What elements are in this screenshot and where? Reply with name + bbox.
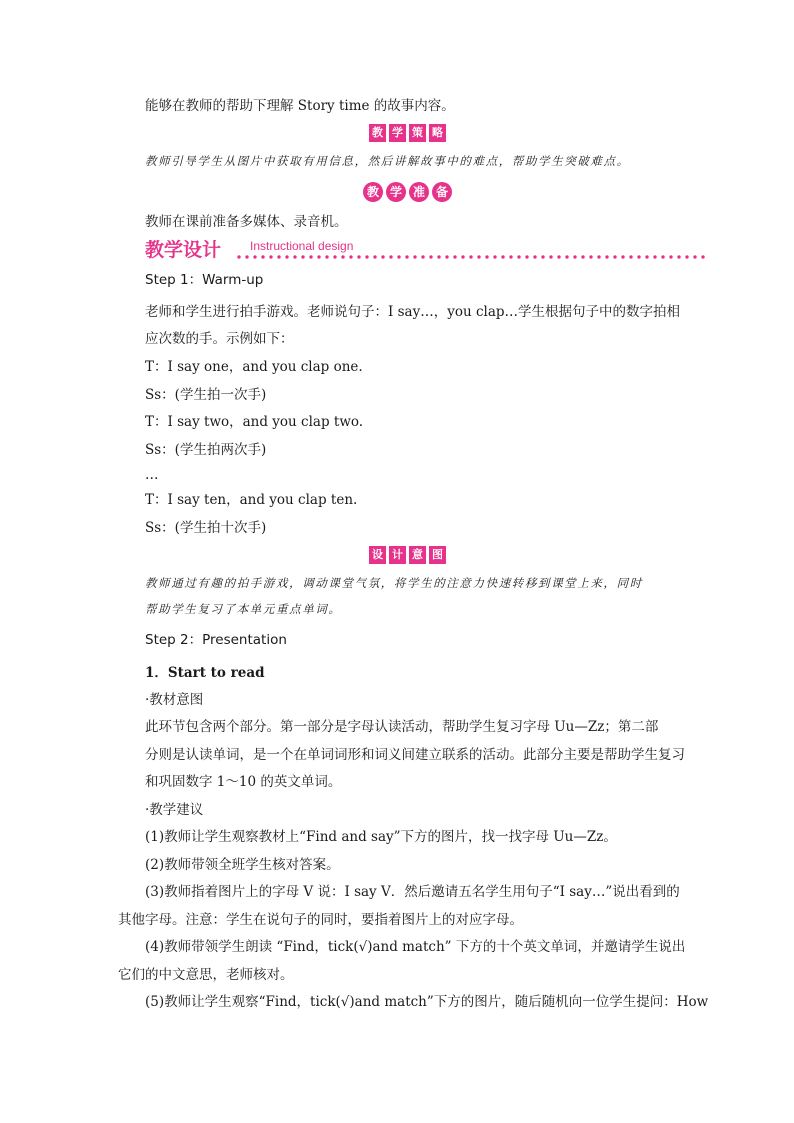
paragraph-line: (1)教师让学生观察教材上“Find and say”下方的图片，找一找字母 Uu—Zz。 xyxy=(145,829,617,845)
badge-char: 计 xyxy=(389,546,406,564)
dialogue-line: Ss：(学生拍一次手) xyxy=(145,387,267,403)
paragraph-line: 此环节包含两个部分。第一部分是字母认读活动，帮助学生复习字母 Uu—Zz；第二部 xyxy=(145,719,659,735)
subsection-title: 1．Start to read xyxy=(145,665,265,681)
paragraph-line: 应次数的手。示例如下： xyxy=(145,331,294,347)
step-title: Step 2：Presentation xyxy=(145,632,287,648)
badge-char: 略 xyxy=(429,124,446,142)
paragraph-line: (4)教师带领学生朗读 “Find，tick(√)and match” 下方的十个英文单词，并邀请学生说出 xyxy=(145,939,686,955)
label-line: ·教学建议 xyxy=(145,802,204,818)
badge-char: 准 xyxy=(409,182,429,202)
paragraph-line: 它们的中文意思，老师核对。 xyxy=(118,967,294,983)
intent-badge xyxy=(369,546,446,564)
badge-char: 教 xyxy=(369,124,386,142)
badge-char: 备 xyxy=(432,182,452,202)
badge-char: 图 xyxy=(429,546,446,564)
dialogue-line: … xyxy=(145,467,159,483)
paragraph-line: 能够在教师的帮助下理解 Story time 的故事内容。 xyxy=(145,98,455,114)
intent-note: 教师通过有趣的拍手游戏，调动课堂气氛，将学生的注意力快速转移到课堂上来，同时 xyxy=(145,576,643,590)
dialogue-line: T：I say ten，and you clap ten. xyxy=(145,492,358,508)
dialogue-line: Ss：(学生拍十次手) xyxy=(145,520,267,536)
badge-char: 策 xyxy=(409,124,426,142)
paragraph-line: 其他字母。注意：学生在说句子的同时，要指着图片上的对应字母。 xyxy=(118,912,523,928)
badge-char: 意 xyxy=(409,546,426,564)
strategy-badge xyxy=(369,124,446,142)
badge-char: 设 xyxy=(369,546,386,564)
dialogue-line: T：I say two，and you clap two. xyxy=(145,414,364,430)
paragraph-line: (5)教师让学生观察“Find，tick(√)and match”下方的图片，随后随机向一位学生提问：How xyxy=(145,994,709,1010)
badge-char: 学 xyxy=(386,182,406,202)
strategy-note: 教师引导学生从图片中获取有用信息，然后讲解故事中的难点，帮助学生突破难点。 xyxy=(145,154,630,168)
section-subheading: Instructional design xyxy=(250,239,354,253)
paragraph-line: 和巩固数字 1～10 的英文单词。 xyxy=(145,774,342,790)
intent-note: 帮助学生复习了本单元重点单词。 xyxy=(145,602,342,616)
dialogue-line: T：I say one，and you clap one. xyxy=(145,359,363,375)
paragraph-line: 分则是认读单词，是一个在单词词形和词义间建立联系的活动。此部分主要是帮助学生复习 xyxy=(145,747,685,763)
section-heading: 教学设计 xyxy=(145,239,222,261)
step-title: Step 1：Warm-up xyxy=(145,272,264,288)
dialogue-line: Ss：(学生拍两次手) xyxy=(145,442,267,458)
dotted-divider xyxy=(235,254,707,260)
paragraph-line: (3)教师指着图片上的字母 V 说：I say V．然后邀请五名学生用句子“I say…”说出看到的 xyxy=(145,884,680,900)
paragraph-line: (2)教师带领全班学生核对答案。 xyxy=(145,857,340,873)
paragraph-line: 老师和学生进行拍手游戏。老师说句子：I say…，you clap…学生根据句子中的数字拍相 xyxy=(145,304,681,320)
label-line: ·教材意图 xyxy=(145,692,204,708)
badge-char: 教 xyxy=(363,182,383,202)
paragraph-line: 教师在课前准备多媒体、录音机。 xyxy=(145,214,348,230)
prep-badge xyxy=(363,182,452,202)
badge-char: 学 xyxy=(389,124,406,142)
